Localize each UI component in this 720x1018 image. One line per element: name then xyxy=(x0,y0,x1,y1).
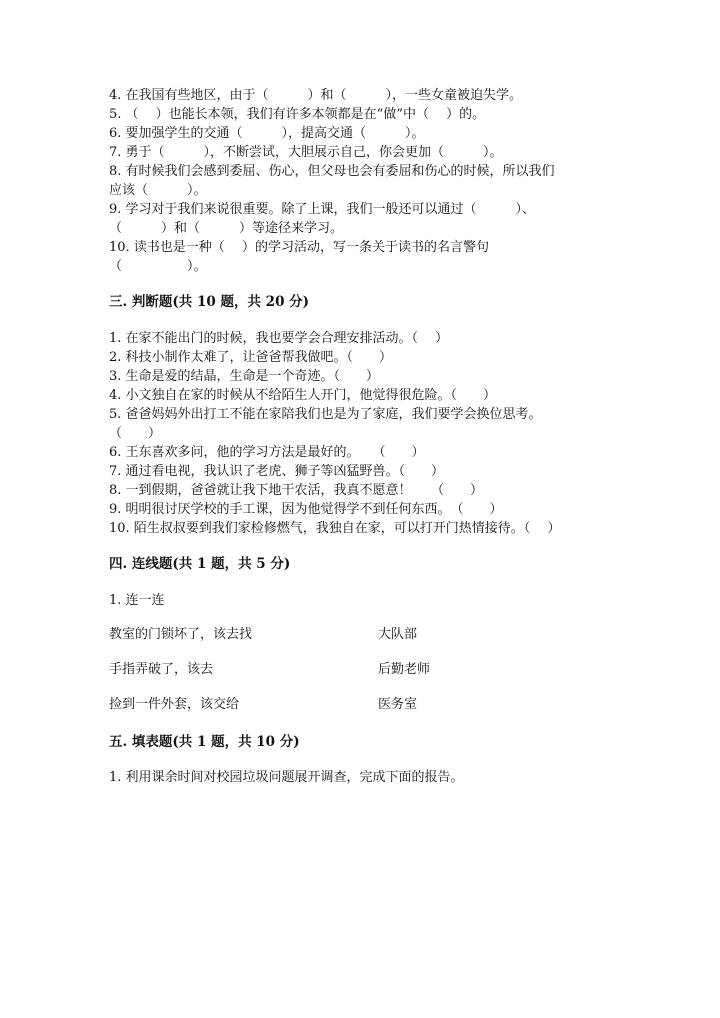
match-right-item[interactable]: 医务室 xyxy=(378,697,418,712)
section-4-heading: 四. 连线题(共 1 题，共 5 分) xyxy=(109,556,291,572)
match-left-item[interactable]: 捡到一件外套，该交给 xyxy=(109,697,240,712)
fill-question-7: 7. 勇于（ ），不断尝试，大胆展示自己，你会更加（ ）。 xyxy=(109,145,503,160)
judge-question-8: 8. 一到假期，爸爸就让我下地干农活，我真不愿意！ （ ） xyxy=(109,483,484,498)
fill-question-8-line2: 应该（ ）。 xyxy=(109,183,207,198)
fill-question-8-line1: 8. 有时候我们会感到委屈、伤心，但父母也会有委屈和伤心的时候，所以我们 xyxy=(109,164,555,179)
judge-question-3: 3. 生命是爱的结晶，生命是一个奇迹。（ ） xyxy=(109,369,380,384)
section-3-heading: 三. 判断题(共 10 题，共 20 分) xyxy=(109,294,310,310)
fill-question-9-line1: 9. 学习对于我们来说很重要。除了上课，我们一般还可以通过（ ）、 xyxy=(109,202,536,217)
judge-question-2: 2. 科技小制作太难了，让爸爸帮我做吧。（ ） xyxy=(109,350,393,365)
judge-question-5-line1: 5. 爸爸妈妈外出打工不能在家陪我们也是为了家庭，我们要学会换位思考。 xyxy=(109,407,542,422)
judge-question-7: 7. 通过看电视，我认识了老虎、狮子等凶猛野兽。（ ） xyxy=(109,464,445,479)
fill-question-5: 5. （ ）也能长本领，我们有许多本领都是在“做”中（ ）的。 xyxy=(109,107,486,122)
fill-question-10-line2: （ ）。 xyxy=(109,259,207,274)
judge-question-5-line2: （ ） xyxy=(109,426,162,441)
judge-question-9: 9. 明明很讨厌学校的手工课，因为他觉得学不到任何东西。 （ ） xyxy=(109,502,503,517)
match-left-item[interactable]: 教室的门锁坏了，该去找 xyxy=(109,627,253,642)
match-left-item[interactable]: 手指弄破了，该去 xyxy=(109,662,214,677)
judge-question-1: 1. 在家不能出门的时候，我也要学会合理安排活动。（ ） xyxy=(109,331,449,346)
fill-question-6: 6. 要加强学生的交通（ ），提高交通（ ）。 xyxy=(109,126,425,141)
fill-question-10-line1: 10. 读书也是一种（ ）的学习活动，写一条关于读书的名言警句 xyxy=(109,240,489,255)
match-right-item[interactable]: 大队部 xyxy=(378,627,418,642)
table-question: 1. 利用课余时间对校园垃圾问题展开调查，完成下面的报告。 xyxy=(109,770,464,785)
fill-question-4: 4. 在我国有些地区，由于（ ）和（ ），一些女童被迫失学。 xyxy=(109,88,523,103)
match-right-item[interactable]: 后勤老师 xyxy=(378,662,431,677)
match-question: 1. 连一连 xyxy=(109,593,165,608)
judge-question-4: 4. 小文独自在家的时候从不给陌生人开门，他觉得很危险。（ ） xyxy=(109,388,497,403)
judge-question-6: 6. 王东喜欢多问，他的学习方法是最好的。 （ ） xyxy=(109,445,425,460)
judge-question-10: 10. 陌生叔叔要到我们家检修燃气，我独自在家，可以打开门热情接待。（ ） xyxy=(109,521,561,536)
fill-question-9-line2: （ ）和（ ）等途径来学习。 xyxy=(109,221,344,236)
section-5-heading: 五. 填表题(共 1 题，共 10 分) xyxy=(109,734,300,750)
